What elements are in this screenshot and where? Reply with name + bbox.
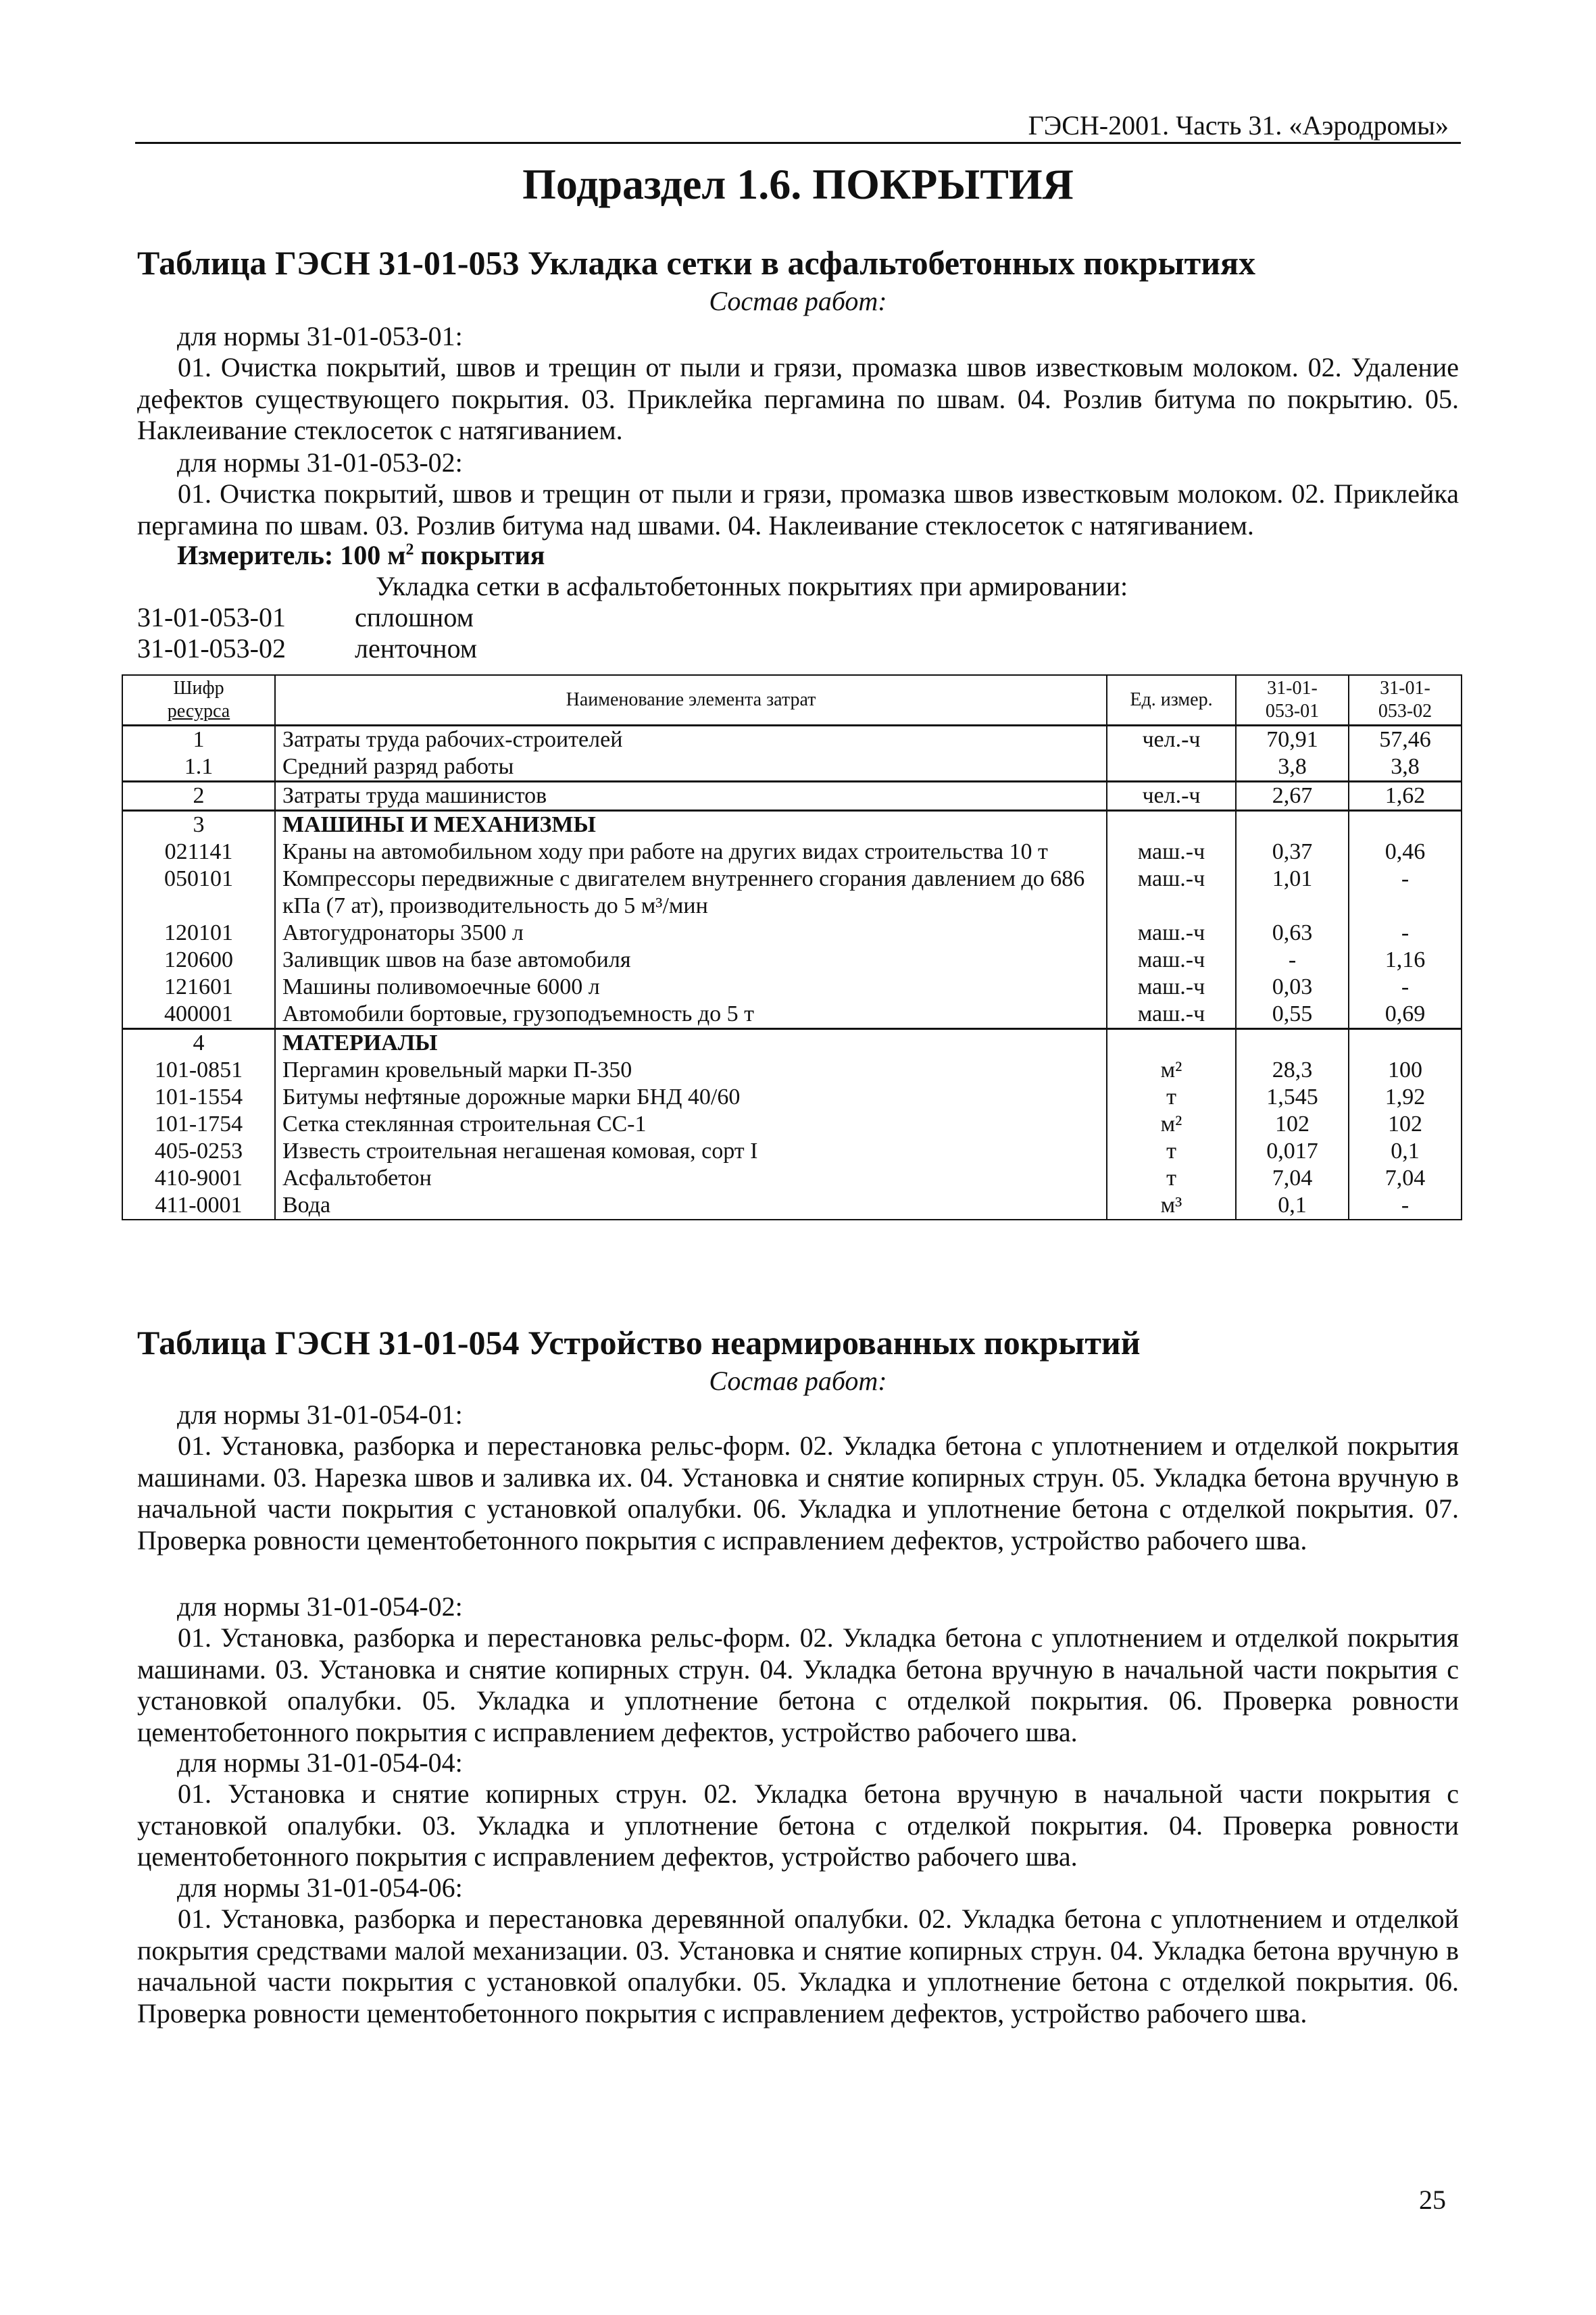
variant-code: 31-01-053-01: [137, 602, 286, 632]
table1-norm1-text: 01. Очистка покрытий, швов и трещин от пыли и грязи, промазка швов известковым молоком. 02. Удаление дефектов существующего покрытия. 03. Приклейка пергамина по швам. 04. Розлив битума по покрытию. 05. Наклеивание стеклосеток с натягиванием.: [137, 352, 1459, 445]
table2-composition-label: Состав работ:: [709, 1366, 887, 1396]
table1-title: Таблица ГЭСН 31-01-053 Укладка сетки в асфальтобетонных покрытиях: [137, 244, 1256, 282]
cell-name: Автогудронаторы 3500 л: [275, 920, 1107, 947]
cell-value-2: 57,46: [1349, 726, 1462, 754]
table-row: [122, 920, 1462, 947]
table-row: [122, 1084, 1462, 1111]
cell-name: Битумы нефтяные дорожные марки БНД 40/60: [275, 1084, 1107, 1111]
cell-value-2: -: [1349, 866, 1462, 920]
cell-name: Компрессоры передвижные с двигателем внутреннего сгорания давлением до 686 кПа (7 ат), производительность до 5 м³/мин: [275, 866, 1107, 920]
cell-value-2: 1,62: [1349, 782, 1462, 811]
cell-value-2: 0,1: [1349, 1138, 1462, 1165]
cell-unit: м²: [1107, 1057, 1236, 1084]
column-header-unit: Ед. измер.: [1107, 675, 1236, 726]
cell-code: 405-0253: [122, 1138, 275, 1165]
table-row: [122, 947, 1462, 974]
cell-name: Вода: [275, 1192, 1107, 1220]
table-row: [122, 1192, 1462, 1220]
table2-norm2-label: для нормы 31-01-054-02:: [177, 1591, 463, 1622]
cell-unit: маш.-ч: [1107, 839, 1236, 866]
table2-norm3-label: для нормы 31-01-054-04:: [177, 1747, 463, 1778]
cell-value-1: 70,91: [1236, 726, 1349, 754]
table-row: [122, 866, 1462, 920]
cell-code: 2: [122, 782, 275, 811]
cell-value-2: 0,46: [1349, 839, 1462, 866]
cell-value-1: 0,03: [1236, 974, 1349, 1001]
cell-value-1: 0,63: [1236, 920, 1349, 947]
column-header-norm-2: 31-01- 053-02: [1349, 675, 1462, 726]
cell-code: 3: [122, 811, 275, 839]
cell-code: 1: [122, 726, 275, 754]
cell-unit: м³: [1107, 1192, 1236, 1220]
table-row: [122, 782, 1462, 811]
cell-value-2: [1349, 811, 1462, 839]
cell-value-1: [1236, 811, 1349, 839]
table-row: [122, 1111, 1462, 1138]
cell-code: 121601: [122, 974, 275, 1001]
table-row: [122, 1165, 1462, 1192]
cell-value-1: 102: [1236, 1111, 1349, 1138]
cell-code: 021141: [122, 839, 275, 866]
cell-value-1: [1236, 1029, 1349, 1057]
cell-group-name: МАТЕРИАЛЫ: [275, 1029, 1107, 1057]
cell-value-2: 1,16: [1349, 947, 1462, 974]
cell-name: Машины поливомоечные 6000 л: [275, 974, 1107, 1001]
variant-name: ленточном: [355, 633, 478, 664]
cell-value-1: 7,04: [1236, 1165, 1349, 1192]
cell-name: Заливщик швов на базе автомобиля: [275, 947, 1107, 974]
table-row: [122, 753, 1462, 782]
table1-norm2-label: для нормы 31-01-053-02:: [177, 447, 463, 478]
cell-unit: маш.-ч: [1107, 947, 1236, 974]
cell-value-2: -: [1349, 1192, 1462, 1220]
cell-name: Затраты труда машинистов: [275, 782, 1107, 811]
cell-name: Известь строительная негашеная комовая, сорт I: [275, 1138, 1107, 1165]
table1-meter: Измеритель: 100 $м^2$ покрытия: [177, 540, 545, 570]
running-header: ГЭСН-2001. Часть 31. «Аэродромы»: [1028, 110, 1449, 141]
cell-unit: маш.-ч: [1107, 920, 1236, 947]
table1-norm1-label: для нормы 31-01-053-01:: [177, 321, 463, 351]
table-row: [122, 839, 1462, 866]
table-row: [122, 1138, 1462, 1165]
cell-code: 120600: [122, 947, 275, 974]
cell-value-1: 28,3: [1236, 1057, 1349, 1084]
table2-norm4-label: для нормы 31-01-054-06:: [177, 1872, 463, 1903]
cell-value-1: 0,017: [1236, 1138, 1349, 1165]
table-group-row: [122, 811, 1462, 839]
cell-unit: маш.-ч: [1107, 1001, 1236, 1029]
cell-unit: чел.-ч: [1107, 726, 1236, 754]
cell-value-1: 0,55: [1236, 1001, 1349, 1029]
cell-unit: [1107, 811, 1236, 839]
table2-title: Таблица ГЭСН 31-01-054 Устройство неармированных покрытий: [137, 1324, 1141, 1362]
table-row: [122, 726, 1462, 754]
cell-value-2: 1,92: [1349, 1084, 1462, 1111]
header-rule: [135, 142, 1461, 144]
table2-norm4-text: 01. Установка, разборка и перестановка деревянной опалубки. 02. Укладка бетона с уплотнением и отделкой покрытия средствами малой механизации. 03. Установка и снятие копирных струн. 04. Укладка бетона вручную в начальной части покрытия с установкой опалубки. 05. Укладка и уплотнение бетона с отделкой покрытия. 06. Проверка ровности цементобетонного покрытия с исправлением дефектов, устройство рабочего шва.: [137, 1903, 1459, 2028]
cell-unit: т: [1107, 1084, 1236, 1111]
table2-norm1-text: 01. Установка, разборка и перестановка рельс-форм. 02. Укладка бетона с уплотнением и отделкой покрытия машинами. 03. Нарезка швов и заливка их. 04. Установка и снятие копирных струн. 05. Укладка бетона вручную в начальной части покрытия с установкой опалубки. 06. Укладка и уплотнение бетона с отделкой покрытия. 07. Проверка ровности цементобетонного покрытия с исправлением дефектов, устройство рабочего шва.: [137, 1430, 1459, 1555]
table2-norm2-text: 01. Установка, разборка и перестановка рельс-форм. 02. Укладка бетона с уплотнением и отделкой покрытия машинами. 03. Установка и снятие копирных струн. 04. Укладка бетона вручную в начальной части покрытия с установкой опалубки. 05. Укладка и уплотнение бетона с отделкой покрытия. 06. Проверка ровности цементобетонного покрытия с исправлением дефектов, устройство рабочего шва.: [137, 1622, 1459, 1747]
cell-unit: [1107, 753, 1236, 782]
table1-subtitle: Укладка сетки в асфальтобетонных покрытиях при армировании:: [376, 571, 1128, 601]
table-row: [122, 1001, 1462, 1029]
cell-code: 101-1554: [122, 1084, 275, 1111]
resource-table: [122, 674, 1462, 1220]
cell-value-1: -: [1236, 947, 1349, 974]
cell-name: Автомобили бортовые, грузоподъемность до 5 т: [275, 1001, 1107, 1029]
variant-code: 31-01-053-02: [137, 633, 286, 664]
table-group-row: [122, 1029, 1462, 1057]
table1-norm2-text: 01. Очистка покрытий, швов и трещин от пыли и грязи, промазка швов известковым молоком. 02. Приклейка пергамина по швам. 03. Розлив битума над швами. 04. Наклеивание стеклосеток с натягиванием.: [137, 478, 1459, 541]
cell-value-2: [1349, 1029, 1462, 1057]
cell-code: 410-9001: [122, 1165, 275, 1192]
cell-group-name: МАШИНЫ И МЕХАНИЗМЫ: [275, 811, 1107, 839]
cell-name: Асфальтобетон: [275, 1165, 1107, 1192]
cell-value-2: 100: [1349, 1057, 1462, 1084]
cell-code: 1.1: [122, 753, 275, 782]
cell-name: Затраты труда рабочих-строителей: [275, 726, 1107, 754]
cell-unit: [1107, 1029, 1236, 1057]
column-header-norm-1: 31-01- 053-01: [1236, 675, 1349, 726]
cell-code: 101-0851: [122, 1057, 275, 1084]
cell-name: Сетка стеклянная строительная СС-1: [275, 1111, 1107, 1138]
cell-value-2: -: [1349, 920, 1462, 947]
cell-code: 050101: [122, 866, 275, 920]
cell-code: 101-1754: [122, 1111, 275, 1138]
subsection-title: Подраздел 1.6. ПОКРЫТИЯ: [522, 160, 1074, 208]
cell-value-2: -: [1349, 974, 1462, 1001]
cell-code: 411-0001: [122, 1192, 275, 1220]
cell-name: Пергамин кровельный марки П-350: [275, 1057, 1107, 1084]
cell-value-1: 0,37: [1236, 839, 1349, 866]
cell-code: 400001: [122, 1001, 275, 1029]
cell-unit: м²: [1107, 1111, 1236, 1138]
cell-name: Средний разряд работы: [275, 753, 1107, 782]
table2-norm1-label: для нормы 31-01-054-01:: [177, 1399, 463, 1430]
table-row: [122, 1057, 1462, 1084]
column-header-code: Шифр ресурса: [122, 675, 275, 726]
cell-value-1: 2,67: [1236, 782, 1349, 811]
table2-norm3-text: 01. Установка и снятие копирных струн. 02. Укладка бетона вручную в начальной части покрытия с установкой опалубки. 03. Укладка и уплотнение бетона с отделкой покрытия. 04. Проверка ровности цементобетонного покрытия с исправлением дефектов, устройство рабочего шва.: [137, 1778, 1459, 1872]
cell-value-2: 0,69: [1349, 1001, 1462, 1029]
cell-value-2: 3,8: [1349, 753, 1462, 782]
cell-unit: т: [1107, 1165, 1236, 1192]
cell-value-2: 102: [1349, 1111, 1462, 1138]
cell-code: 4: [122, 1029, 275, 1057]
column-header-name: Наименование элемента затрат: [275, 675, 1107, 726]
cell-unit: чел.-ч: [1107, 782, 1236, 811]
cell-name: Краны на автомобильном ходу при работе на других видах строительства 10 т: [275, 839, 1107, 866]
cell-unit: т: [1107, 1138, 1236, 1165]
cell-value-1: 1,01: [1236, 866, 1349, 920]
cell-value-1: 0,1: [1236, 1192, 1349, 1220]
cell-value-2: 7,04: [1349, 1165, 1462, 1192]
table-row: [122, 974, 1462, 1001]
cell-value-1: 3,8: [1236, 753, 1349, 782]
cell-unit: маш.-ч: [1107, 866, 1236, 920]
cell-code: 120101: [122, 920, 275, 947]
cell-unit: маш.-ч: [1107, 974, 1236, 1001]
cell-value-1: 1,545: [1236, 1084, 1349, 1111]
table1-composition-label: Состав работ:: [709, 286, 887, 316]
page-number: 25: [1419, 2185, 1446, 2215]
table-header-row: [122, 675, 1462, 726]
variant-name: сплошном: [355, 602, 474, 632]
